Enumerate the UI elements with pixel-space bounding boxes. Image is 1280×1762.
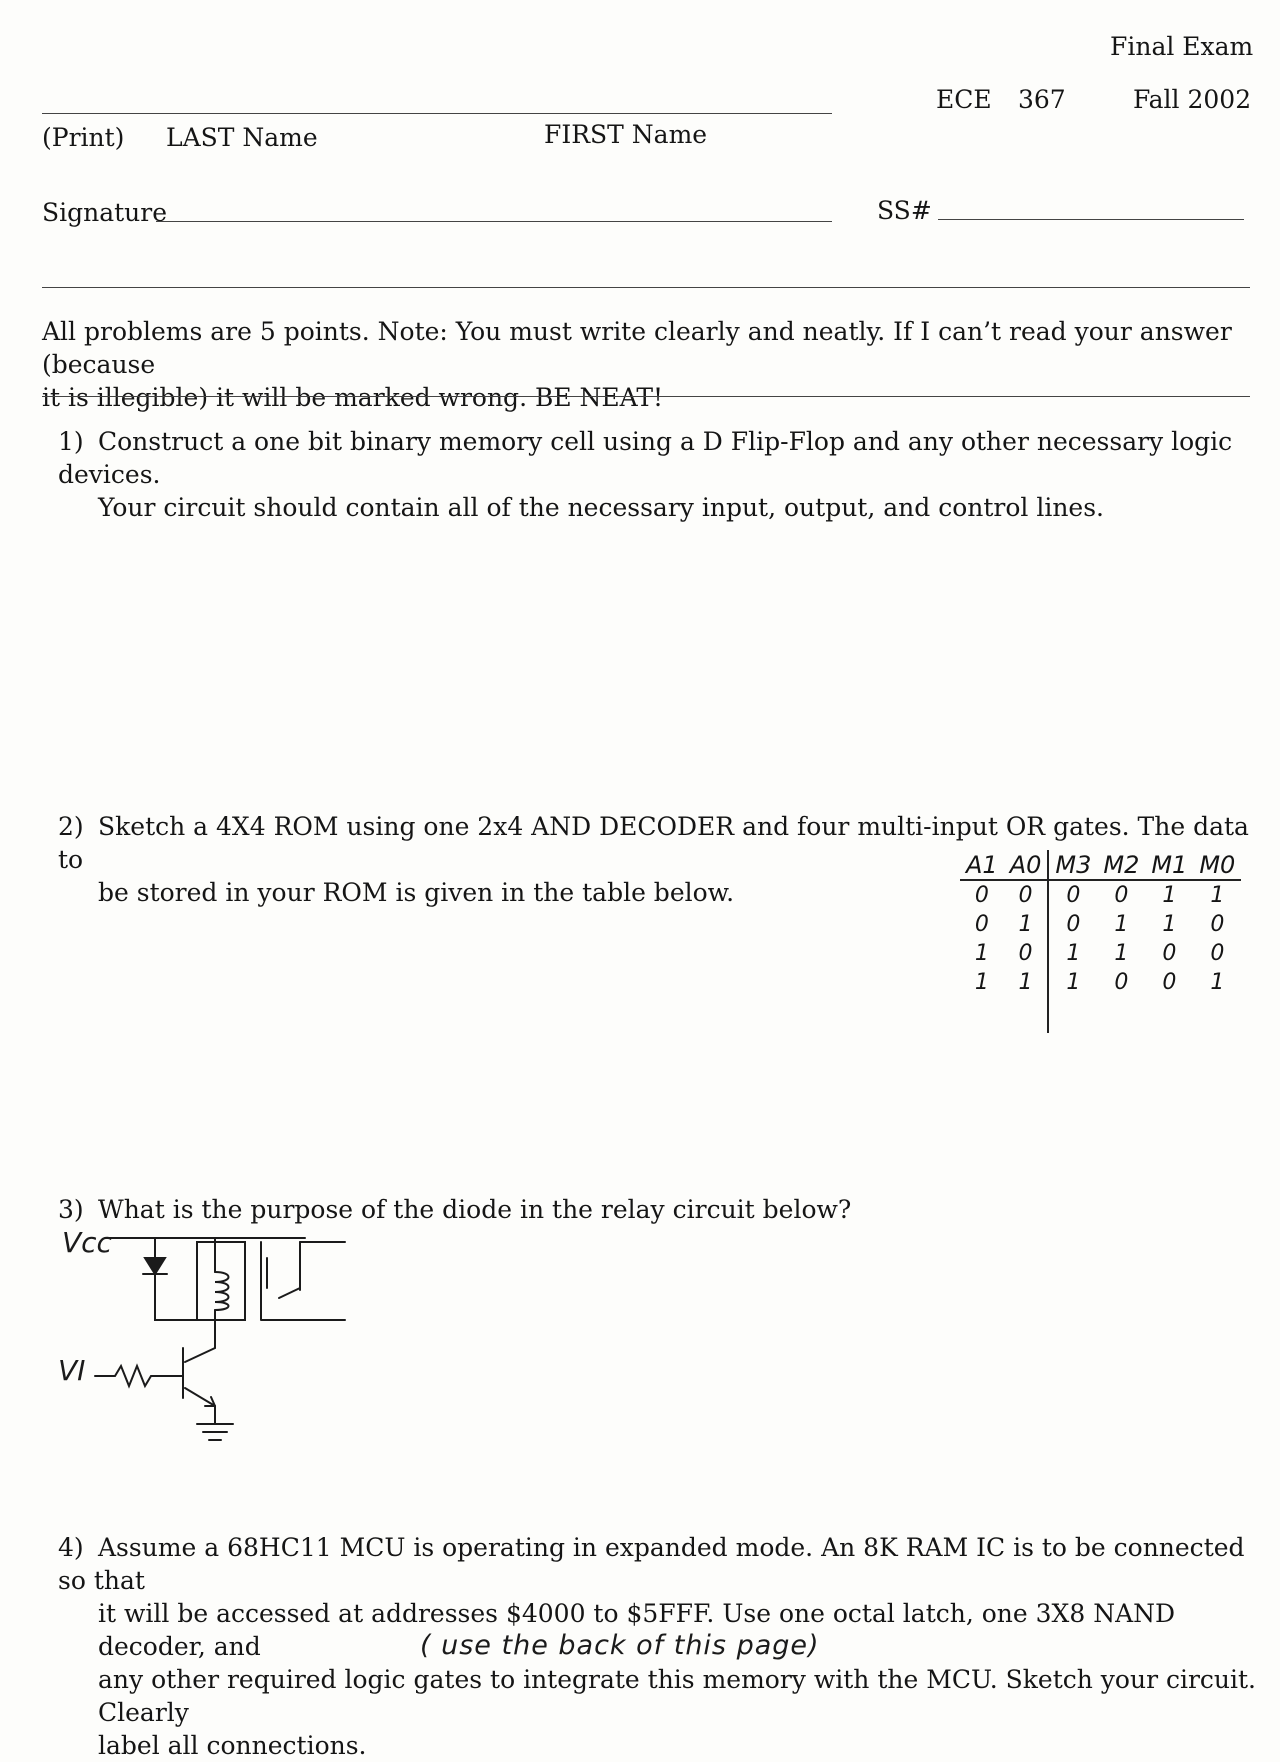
- cell-m0: 0: [1210, 941, 1225, 966]
- instructions-line-1: All problems are 5 points. Note: You must write clearly and neatly. If I can’t read your answer (because: [42, 317, 1232, 379]
- course-number: 367: [1018, 85, 1066, 114]
- cell-m3: 1: [1066, 970, 1081, 995]
- header-m2: M2: [1097, 850, 1145, 880]
- divider-top: [42, 287, 1250, 288]
- base-resistor: [95, 1366, 183, 1386]
- table-row: [960, 968, 1241, 997]
- cell-a1: 1: [974, 970, 989, 995]
- problem-3-number: 3): [58, 1195, 84, 1224]
- name-line[interactable]: [42, 113, 832, 114]
- problem-4-number: 4): [58, 1533, 84, 1562]
- cell-a1: 1: [974, 941, 989, 966]
- diode-wire: [155, 1238, 215, 1320]
- cell-a1: 0: [974, 883, 989, 908]
- problem-1-line-1: Construct a one bit binary memory cell using a D Flip-Flop and any other necessary logic devices.: [58, 427, 1233, 489]
- header-m1: M1: [1145, 850, 1193, 880]
- cell-m0: 0: [1210, 912, 1225, 937]
- diode-icon: [143, 1258, 167, 1274]
- cell-a0: 1: [1004, 910, 1049, 939]
- exam-title: Final Exam: [1110, 32, 1254, 61]
- signature-line[interactable]: [156, 221, 832, 222]
- header-m3: M3: [1048, 850, 1097, 880]
- instructions-line-2: it is illegible) it will be marked wrong. BE NEAT!: [42, 383, 664, 412]
- problem-3: [58, 1193, 1268, 1226]
- print-label: (Print): [42, 123, 125, 152]
- problem-1-number: 1): [58, 427, 84, 456]
- vin-label: VI: [58, 1354, 86, 1387]
- problem-3-line-1: What is the purpose of the diode in the relay circuit below?: [98, 1195, 852, 1224]
- cell-a0: 0: [1004, 939, 1049, 968]
- problem-4-line-2: it will be accessed at addresses $4000 to $5FFF. Use one octal latch, one 3X8 NAND decoder, and: [98, 1599, 1176, 1661]
- problem-1-line-2: Your circuit should contain all of the necessary input, output, and control lines.: [98, 493, 1105, 522]
- course-code: ECE: [936, 85, 992, 114]
- cell-m0: 1: [1210, 883, 1225, 908]
- cell-m1: 1: [1162, 883, 1177, 908]
- header-a0: A0: [1004, 850, 1049, 880]
- cell-m2: 0: [1114, 883, 1129, 908]
- table-row: [960, 880, 1241, 910]
- instructions: [42, 315, 1262, 414]
- ground-icon: [197, 1424, 233, 1440]
- divider-bottom: [42, 396, 1250, 397]
- term: Fall 2002: [1133, 85, 1252, 114]
- cell-m3: 0: [1066, 912, 1081, 937]
- cell-m1: 1: [1162, 912, 1177, 937]
- cell-a0: 0: [1004, 880, 1049, 910]
- relay-circuit-diagram: [55, 1228, 355, 1468]
- vcc-label: Vcc: [62, 1226, 112, 1259]
- cell-m3: 1: [1066, 941, 1081, 966]
- header-a1: A1: [960, 850, 1004, 880]
- cell-a0: 1: [1004, 968, 1049, 997]
- cell-m3: 0: [1066, 883, 1081, 908]
- problem-2-line-2: be stored in your ROM is given in the table below.: [98, 878, 735, 907]
- switch-contacts: [261, 1242, 300, 1320]
- ss-line[interactable]: [938, 219, 1244, 220]
- table-row: [960, 910, 1241, 939]
- signature-label: Signature: [42, 198, 168, 227]
- cell-m1: 0: [1162, 970, 1177, 995]
- ss-label: SS#: [877, 196, 932, 225]
- cell-m2: 1: [1114, 941, 1129, 966]
- problem-4-line-1: Assume a 68HC11 MCU is operating in expanded mode. An 8K RAM IC is to be connected so that: [58, 1533, 1245, 1595]
- problem-2-number: 2): [58, 812, 84, 841]
- problem-4-line-3: any other required logic gates to integrate this memory with the MCU. Sketch your circuit. Clearly: [98, 1665, 1257, 1727]
- first-name-label: FIRST Name: [544, 120, 708, 149]
- cell-m1: 0: [1162, 941, 1177, 966]
- cell-m2: 1: [1114, 912, 1129, 937]
- cell-m0: 1: [1210, 970, 1225, 995]
- problem-4-line-4: label all connections.: [98, 1731, 367, 1760]
- collector-wire: [185, 1328, 215, 1362]
- contact-outputs: [300, 1242, 345, 1320]
- rom-truth-table: [960, 850, 1241, 1033]
- handwritten-note: ( use the back of this page): [420, 1630, 820, 1661]
- table-row: [960, 939, 1241, 968]
- header-m0: M0: [1193, 850, 1241, 880]
- cell-a1: 0: [974, 912, 989, 937]
- problem-1: [58, 425, 1268, 524]
- cell-m2: 0: [1114, 970, 1129, 995]
- last-name-label: LAST Name: [166, 123, 318, 152]
- coil-icon: [215, 1272, 229, 1310]
- problem-2-line-1: Sketch a 4X4 ROM using one 2x4 AND DECODER and four multi-input OR gates. The data to: [58, 812, 1249, 874]
